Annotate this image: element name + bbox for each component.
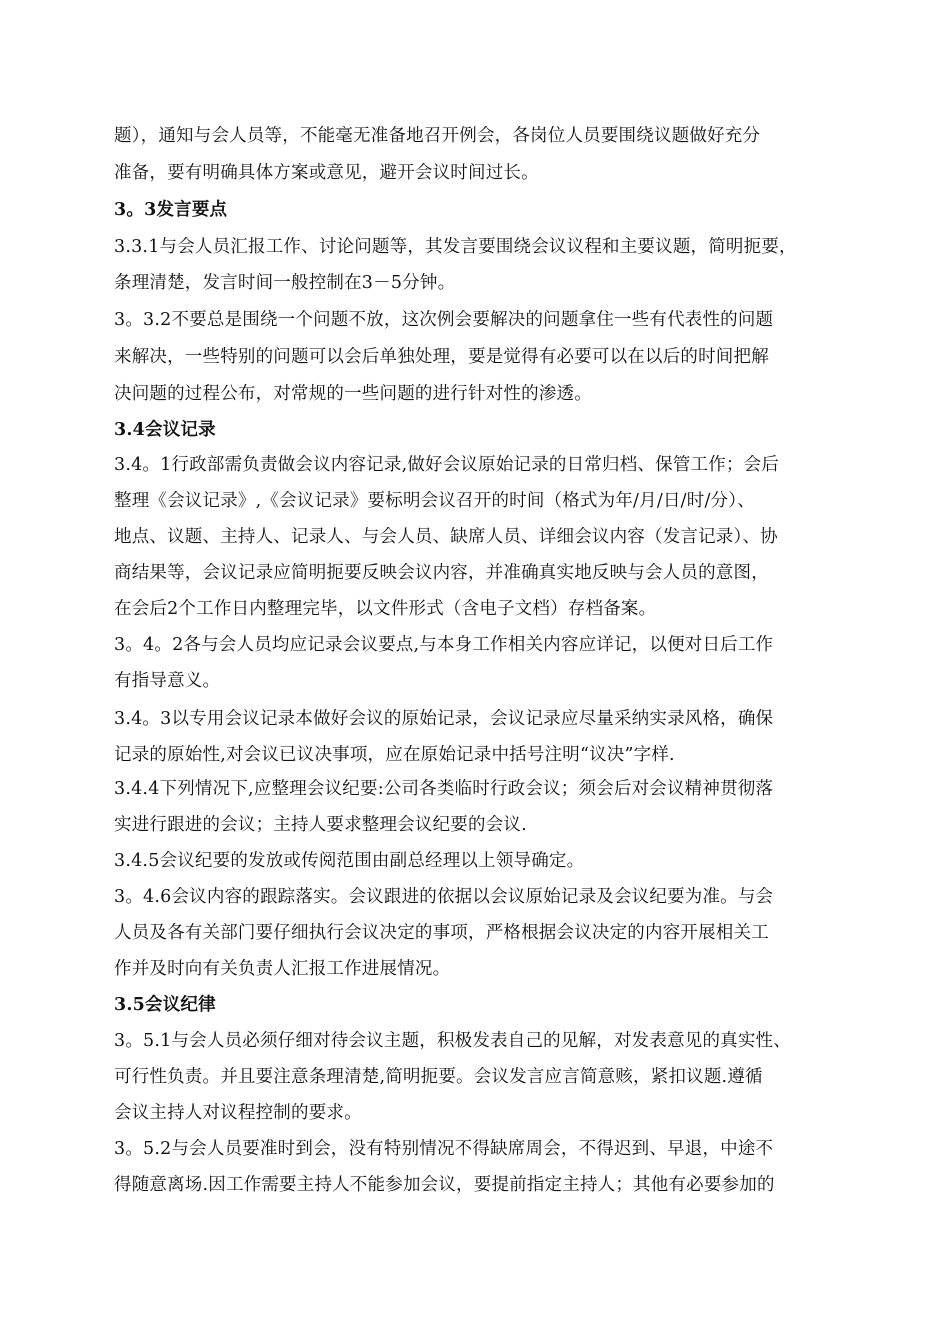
section-heading: 3。3发言要点 — [114, 200, 228, 220]
text-line: 记录的原始性,对会议已议决事项，应在原始记录中括号注明“议决”字样. — [114, 745, 675, 765]
text-line: 3.4。3以专用会议记录本做好会议的原始记录，会议记录应尽量采纳实录风格，确保 — [114, 709, 774, 729]
text-line: 在会后2个工作日内整理完毕，以文件形式（含电子文档）存档备案。 — [114, 599, 657, 619]
text-line: 3.4.4下列情况下,应整理会议纪要:公司各类临时行政会议；须会后对会议精神贯彻落 — [114, 779, 774, 799]
text-line: 3。3.2不要总是围绕一个问题不放，这次例会要解决的问题拿住一些有代表性的问题 — [114, 310, 774, 330]
text-line: 3。4。2各与会人员均应记录会议要点,与本身工作相关内容应详记，以便对日后工作 — [114, 635, 774, 655]
text-line: 题），通知与会人员等，不能毫无准备地召开例会，各岗位人员要围绕议题做好充分 — [114, 126, 761, 146]
text-line: 准备，要有明确具体方案或意见，避开会议时间过长。 — [114, 163, 539, 183]
text-line: 3.4。1行政部需负责做会议内容记录,做好会议原始记录的日常归档、保管工作；会后 — [114, 455, 780, 475]
text-line: 3。5.2与会人员要准时到会，没有特别情况不得缺席周会，不得迟到、早退，中途不 — [114, 1139, 774, 1159]
text-line: 商结果等，会议记录应简明扼要反映会议内容，并准确真实地反映与会人员的意图， — [114, 563, 769, 583]
text-line: 地点、议题、主持人、记录人、与会人员、缺席人员、详细会议内容（发言记录）、协 — [114, 527, 778, 547]
text-line: 来解决，一些特别的问题可以会后单独处理，要是觉得有必要可以在以后的时间把解 — [114, 347, 769, 367]
text-line: 会议主持人对议程控制的要求。 — [114, 1103, 362, 1123]
text-line: 3.3.1与会人员汇报工作、讨论问题等，其发言要围绕会议议程和主要议题，简明扼要， — [114, 237, 797, 257]
text-line: 3.4.5会议纪要的发放或传阅范围由副总经理以上领导确定。 — [114, 851, 585, 871]
text-line: 作并及时向有关负责人汇报工作进展情况。 — [114, 959, 451, 979]
text-line: 3。4.6会议内容的跟踪落实。会议跟进的依据以会议原始记录及会议纪要为准。与会 — [114, 887, 774, 907]
text-line: 实进行跟进的会议；主持人要求整理会议纪要的会议. — [114, 815, 527, 835]
text-line: 整理《会议记录》,《会议记录》要标明会议召开的时间（格式为年/月/日/时/分）、 — [114, 491, 755, 511]
text-line: 3。5.1与会人员必须仔细对待会议主题，积极发表自己的见解，对发表意见的真实性、 — [114, 1031, 791, 1051]
text-line: 条理清楚，发言时间一般控制在3－5分钟。 — [114, 273, 456, 293]
text-line: 有指导意义。 — [114, 671, 221, 691]
text-line: 人员及各有关部门要仔细执行会议决定的事项，严格根据会议决定的内容开展相关工 — [114, 923, 769, 943]
section-heading: 3.4会议记录 — [114, 420, 216, 440]
text-line: 可行性负责。并且要注意条理清楚,简明扼要。会议发言应言简意赅，紧扣议题.遵循 — [114, 1067, 763, 1087]
section-heading: 3.5会议纪律 — [114, 995, 216, 1015]
text-line: 决问题的过程公布，对常规的一些问题的进行针对性的渗透。 — [114, 384, 592, 404]
text-line: 得随意离场.因工作需要主持人不能参加会议，要提前指定主持人；其他有必要参加的 — [114, 1175, 775, 1195]
